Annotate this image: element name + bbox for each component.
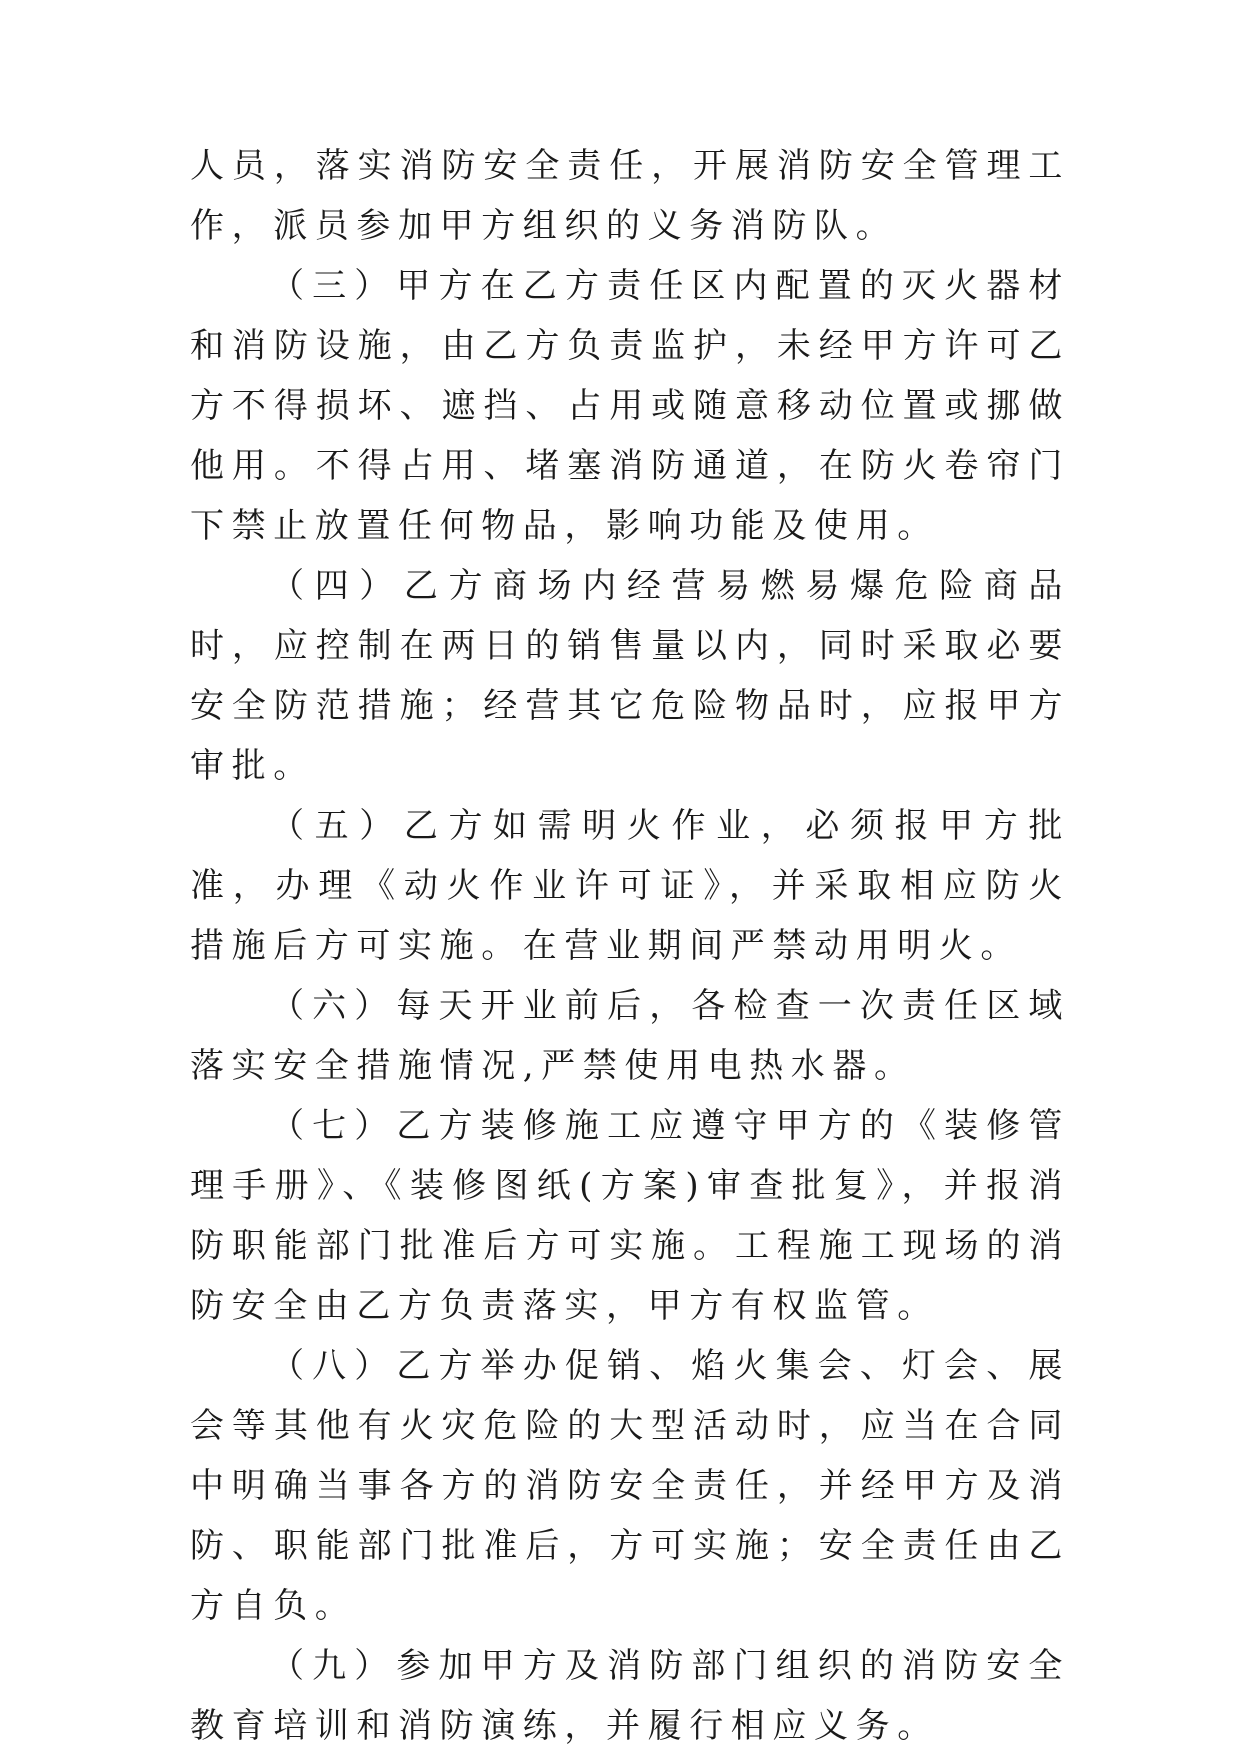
paragraph-item-8: （八）乙方举办促销、焰火集会、灯会、展会等其他有火灾危险的大型活动时，应当在合同中明确当事各方的消防安全责任，并经甲方及消防、职能部门批准后，方可实施；安全责任由乙方自负。: [190, 1346, 1070, 1626]
paragraph-item-4: （四）乙方商场内经营易燃易爆危险商品时，应控制在两日的销售量以内，同时采取必要安全防范措施；经营其它危险物品时，应报甲方审批。: [190, 566, 1070, 786]
paragraph-continuation: 人员，落实消防安全责任，开展消防安全管理工作，派员参加甲方组织的义务消防队。: [190, 146, 1070, 246]
document-body: [190, 136, 1070, 1754]
paragraph-item-6: （六）每天开业前后，各检查一次责任区域落实安全措施情况,严禁使用电热水器。: [190, 986, 1070, 1086]
paragraph-item-5: （五）乙方如需明火作业，必须报甲方批准，办理《动火作业许可证》，并采取相应防火措施后方可实施。在营业期间严禁动用明火。: [190, 806, 1070, 966]
paragraph-item-3: （三）甲方在乙方责任区内配置的灭火器材和消防设施，由乙方负责监护，未经甲方许可乙方不得损坏、遮挡、占用或随意移动位置或挪做他用。不得占用、堵塞消防通道，在防火卷帘门下禁止放置任何物品，影响功能及使用。: [190, 266, 1070, 546]
paragraph-item-7: （七）乙方装修施工应遵守甲方的《装修管理手册》、《装修图纸(方案)审查批复》，并报消防职能部门批准后方可实施。工程施工现场的消防安全由乙方负责落实，甲方有权监管。: [190, 1106, 1070, 1326]
paragraph-item-9: （九）参加甲方及消防部门组织的消防安全教育培训和消防演练，并履行相应义务。: [190, 1646, 1070, 1746]
